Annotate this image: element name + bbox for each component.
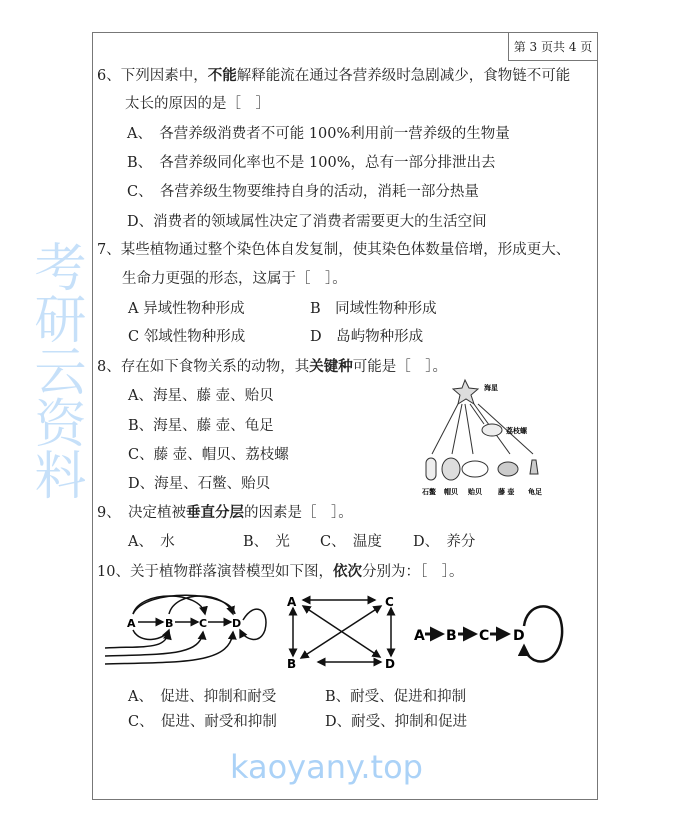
barnacle-icon [498, 462, 518, 476]
model2-node-a: A [287, 595, 297, 609]
chiton-icon [426, 458, 436, 480]
model1-node-a: A [127, 617, 136, 630]
model2-node-b: B [287, 657, 297, 671]
q10-stem-post: 分别为：［ ］。 [361, 564, 464, 580]
food-web-label-bottom-2: 帽贝 [444, 488, 458, 496]
q6-stem-line2: 太长的原因的是［ ］ [125, 96, 270, 112]
watermark-url: kaoyany.top [230, 748, 423, 786]
model1-node-d: D [232, 617, 242, 630]
model1-node-c: C [199, 617, 208, 630]
q10-stem-bold: 依次 [332, 564, 362, 580]
model3-node-a: A [414, 628, 425, 644]
q6-option-d: D、消费者的领域属性决定了消费者需要更大的生活空间 [127, 214, 487, 230]
q10-option-a: A、 促进、抑制和耐受 [128, 689, 277, 705]
q8-stem-pre: 8、存在如下食物关系的动物，其 [97, 359, 310, 375]
food-web-label-bottom-3: 贻贝 [468, 488, 482, 496]
food-web-diagram [410, 378, 580, 502]
q9-stem-post: 的因素是［ ］。 [243, 505, 353, 521]
q7-option-a: A 异域性物种形成 [128, 301, 245, 317]
food-web-label-bottom-5: 龟足 [528, 488, 542, 496]
q10-option-d: D、耐受、抑制和促进 [325, 714, 468, 730]
q8-stem [97, 358, 447, 376]
model2-node-c: C [385, 595, 394, 609]
model3-node-b: B [446, 628, 457, 644]
model3-node-d: D [513, 628, 525, 644]
q9-stem-bold: 垂直分层 [185, 505, 244, 521]
food-web-label-top: 海星 [484, 384, 498, 392]
starfish-icon [453, 380, 478, 404]
q10-option-b: B、耐受、促进和抑制 [325, 689, 467, 705]
q8-stem-bold: 关键种 [309, 359, 353, 375]
food-web-label-bottom-4: 藤 壶 [498, 488, 515, 496]
q6-option-a: A、 各营养级消费者不可能 100%利用前一营养级的生物量 [127, 126, 510, 142]
watermark-calligraphy: 考研云资料 [25, 240, 85, 500]
food-web-label-middle: 荔枝螺 [506, 427, 527, 435]
model1-node-b: B [165, 617, 174, 630]
q6-stem [97, 67, 570, 85]
q7-option-b: B 同域性物种形成 [310, 301, 437, 317]
q8-stem-post: 可能是［ ］。 [352, 359, 447, 375]
q7-stem-line2: 生命力更强的形态，这属于［ ］。 [122, 271, 347, 287]
page-number: 第 3 页共 4 页 [508, 32, 597, 61]
q6-stem-bold: 不能 [207, 68, 237, 84]
q10-option-c: C、 促进、耐受和抑制 [128, 714, 277, 730]
q9-stem-pre: 9、 决定植被 [97, 505, 186, 521]
q6-stem-pre: 6、下列因素中， [97, 68, 208, 84]
q8-option-a: A、海星、藤 壶、贻贝 [128, 388, 274, 404]
q9-option-b: B、 光 [243, 534, 290, 550]
q9-option-d: D、 养分 [413, 534, 476, 550]
mussel-icon [462, 461, 488, 477]
q8-option-b: B、海星、藤 壶、龟足 [128, 418, 274, 434]
q9-option-c: C、 温度 [320, 534, 382, 550]
model3-node-c: C [479, 628, 490, 644]
q10-stem-pre: 10、关于植物群落演替模型如下图， [97, 564, 333, 580]
gooseneck-icon [530, 460, 538, 474]
q10-stem [97, 563, 463, 581]
tolerance-model-diagram [283, 592, 403, 672]
limpet-icon [442, 458, 460, 480]
q6-option-b: B、 各营养级同化率也不是 100%，总有一部分排泄出去 [127, 155, 496, 171]
q9-stem [97, 504, 353, 522]
q9-option-a: A、 水 [128, 534, 175, 550]
food-web-label-bottom-1: 石鳖 [422, 488, 436, 496]
model2-node-d: D [385, 657, 395, 671]
q7-stem: 7、某些植物通过整个染色体自发复制，使其染色体数量倍增，形成更大、 [97, 242, 571, 258]
q8-option-d: D、海星、石鳖、贻贝 [128, 476, 271, 492]
whelk-icon [482, 424, 502, 436]
facilitation-model-diagram [105, 590, 275, 670]
q7-option-d: D 岛屿物种形成 [310, 329, 424, 345]
q6-option-c: C、 各营养级生物要维持自身的活动，消耗一部分热量 [127, 184, 479, 200]
q6-stem-post: 解释能流在通过各营养级时急剧减少，食物链不可能 [236, 68, 571, 84]
inhibition-model-diagram [412, 598, 572, 670]
q8-option-c: C、藤 壶、帽贝、荔枝螺 [128, 447, 289, 463]
q7-option-c: C 邻域性物种形成 [128, 329, 246, 345]
